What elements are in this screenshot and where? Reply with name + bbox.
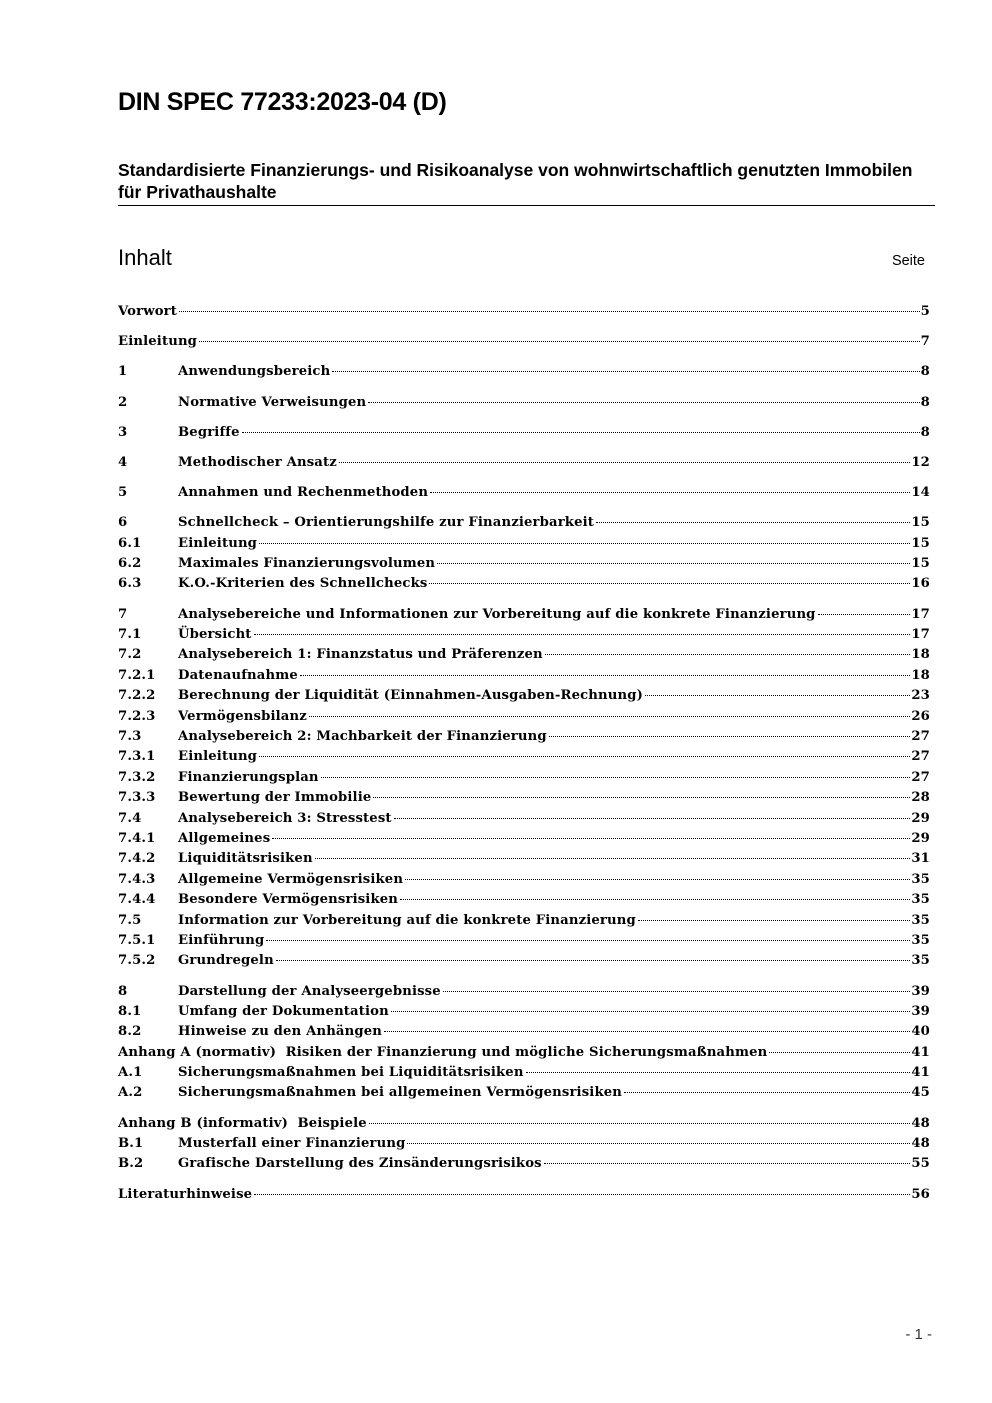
toc-entry-page: 48 [911,1115,930,1131]
toc-entry[interactable] [118,1185,930,1205]
toc-entry[interactable] [118,625,930,645]
toc-entry[interactable] [118,1114,930,1134]
toc-entry-title: Berechnung der Liquidität (Einnahmen-Ausgaben-Rechnung) [178,688,644,704]
toc-entry-page: 27 [911,729,930,745]
toc-entry-page: 29 [911,810,930,826]
toc-entry-title: Vermögensbilanz [178,708,307,724]
toc-dot-leader [405,879,910,880]
document-subtitle: Standardisierte Finanzierungs- und Risikoanalyse von wohnwirtschaftlich genutzten Immobilen für Privathaushalte [118,160,913,202]
toc-entry-page: 40 [911,1024,930,1040]
toc-entry-number: 6 [118,515,128,531]
toc-dot-leader [549,736,911,737]
toc-dot-leader [545,654,911,655]
toc-entry-page: 39 [911,983,930,999]
toc-entry-title: Information zur Vorbereitung auf die konkrete Finanzierung [178,912,636,928]
toc-entry-number: 7.4.3 [118,871,156,887]
toc-entry-title: Liquiditätsrisiken [178,851,313,867]
toc-dot-leader [259,543,910,544]
page-number: - 1 - [905,1326,932,1343]
toc-entry[interactable] [118,513,930,533]
toc-entry[interactable] [118,727,930,747]
toc-entry-page: 8 [920,394,930,410]
toc-entry-number: 7.3.3 [118,790,156,806]
toc-entry-number: A.2 [118,1085,143,1101]
toc-entry-title: Annahmen und Rechenmethoden [178,485,429,501]
toc-entry-number: 8.1 [118,1003,142,1019]
toc-entry-title: Literaturhinweise [118,1186,253,1202]
toc-entry[interactable] [118,1022,930,1042]
toc-entry-title: Datenaufnahme [178,667,298,683]
toc-entry[interactable] [118,605,930,625]
toc-dot-leader [373,797,910,798]
toc-entry-title: Analysebereich 2: Machbarkeit der Finanzierung [178,729,547,745]
toc-dot-leader [259,756,910,757]
toc-entry-title: Schnellcheck – Orientierungshilfe zur Finanzierbarkeit [178,515,595,531]
toc-dot-leader [638,920,910,921]
toc-entry-number: 7.3.2 [118,769,156,785]
toc-entry-page: 29 [911,830,930,846]
toc-entry[interactable] [118,788,930,808]
toc-entry[interactable] [118,1002,930,1022]
toc-entry[interactable] [118,890,930,910]
toc-entry-number: 7.4.4 [118,892,156,908]
toc-entry-title: Grundregeln [178,953,274,969]
toc-entry[interactable] [118,332,930,352]
toc-dot-leader [368,402,919,403]
toc-entry-page: 17 [911,627,930,643]
toc-dot-leader [437,563,910,564]
toc-dot-leader [526,1072,911,1073]
toc-entry-page: 26 [911,708,930,724]
toc-entry-title: Einleitung [178,535,258,551]
toc-entry-page: 31 [911,851,930,867]
toc-entry[interactable] [118,534,930,554]
toc-dot-leader [199,341,920,342]
toc-entry-title: Normative Verweisungen [178,394,367,410]
toc-entry-page: 27 [911,769,930,785]
toc-dot-leader [300,675,910,676]
toc-entry[interactable] [118,1063,930,1083]
toc-entry-page: 41 [911,1044,930,1060]
toc-dot-leader [391,1011,911,1012]
toc-dot-leader [369,1123,911,1124]
toc-entry-page: 14 [911,485,930,501]
toc-dot-leader [254,634,911,635]
toc-entry-title: Umfang der Dokumentation [178,1003,389,1019]
toc-entry[interactable] [118,911,930,931]
toc-entry-page: 35 [911,953,930,969]
toc-entry-page: 35 [911,932,930,948]
toc-dot-leader [315,858,911,859]
toc-entry-title: Anwendungsbereich [178,364,331,380]
toc-entry-number: 7.5.1 [118,932,156,948]
toc-entry[interactable] [118,302,930,322]
toc-entry-title: Grafische Darstellung des Zinsänderungsrisikos [178,1156,542,1172]
toc-entry[interactable] [118,707,930,727]
toc-entry-number: 7.2.3 [118,708,156,724]
toc-entry-title: Übersicht [178,627,252,643]
toc-entry-title: Maximales Finanzierungsvolumen [178,556,436,572]
toc-entry-title: Vorwort [118,304,178,319]
toc-dot-leader [276,960,911,961]
toc-entry-number: 7.2 [118,647,142,663]
toc-entry-title: Methodischer Ansatz [178,454,337,470]
toc-dot-leader [624,1092,910,1093]
toc-entry-number: 7.1 [118,627,142,643]
toc-entry-number: 7.3 [118,729,142,745]
toc-entry-title: Anhang A (normativ) Risiken der Finanzierung und mögliche Sicherungsmaßnahmen [118,1044,768,1060]
toc-entry-title: Allgemeines [178,830,271,846]
toc-entry-number: 8.2 [118,1024,142,1040]
toc-entry[interactable] [118,1154,930,1174]
toc-dot-leader [266,940,910,941]
toc-dot-leader [309,716,911,717]
title-divider [118,205,935,206]
toc-entry-title: Sicherungsmaßnahmen bei allgemeinen Vermögensrisiken [178,1085,623,1101]
toc-page-column-label: Seite [891,253,925,269]
toc-entry-number: 7.5.2 [118,953,156,969]
toc-entry-page: 17 [911,606,930,622]
toc-dot-leader [596,522,910,523]
toc-entry-page: 45 [911,1085,930,1101]
toc-entry-page: 35 [911,892,930,908]
document-title: DIN SPEC 77233:2023-04 (D) [118,88,447,116]
toc-entry[interactable] [118,1134,930,1154]
toc-entry-title: Sicherungsmaßnahmen bei Liquiditätsrisiken [178,1065,524,1081]
toc-entry-page: 39 [911,1003,930,1019]
toc-entry-title: K.O.-Kriterien des Schnellchecks [178,576,428,592]
toc-entry-number: 3 [118,424,128,440]
toc-entry-title: Begriffe [178,424,240,440]
toc-dot-leader [429,583,910,584]
toc-entry-page: 27 [911,749,930,765]
toc-entry-number: 7.3.1 [118,749,156,765]
toc-dot-leader [384,1031,910,1032]
toc-entry-number: B.2 [118,1156,144,1172]
toc-heading: Inhalt [118,245,172,270]
toc-dot-leader [544,1163,911,1164]
toc-entry-title: Musterfall einer Finanzierung [178,1136,406,1152]
toc-entry-page: 41 [911,1065,930,1081]
toc-dot-leader [394,818,911,819]
toc-dot-leader [443,991,911,992]
toc-entry-page: 7 [920,334,930,350]
toc-dot-leader [400,899,910,900]
toc-dot-leader [769,1052,910,1053]
toc-dot-leader [179,311,920,312]
toc-entry-page: 8 [920,364,930,380]
toc-entry-number: A.1 [118,1065,143,1081]
toc-entry[interactable] [118,574,930,594]
toc-entry[interactable] [118,1043,930,1063]
toc-entry[interactable] [118,768,930,788]
toc-entry-number: 4 [118,454,128,470]
toc-entry-page: 28 [911,790,930,806]
toc-entry-page: 15 [911,515,930,531]
toc-dot-leader [645,695,910,696]
toc-entry-number: 6.3 [118,576,142,592]
toc-entry[interactable] [118,849,930,869]
toc-entry-title: Hinweise zu den Anhängen [178,1024,383,1040]
toc-entry-title: Analysebereich 3: Stresstest [178,810,392,826]
toc-entry-title: Bewertung der Immobilie [178,790,372,806]
toc-entry-page: 23 [911,688,930,704]
toc-entry[interactable] [118,483,930,503]
toc-entry-title: Einleitung [118,334,198,350]
toc-entry[interactable] [118,747,930,767]
toc-entry[interactable] [118,423,930,443]
toc-entry-title: Analysebereiche und Informationen zur Vorbereitung auf die konkrete Finanzierung [178,606,816,622]
toc-entry-page: 12 [911,454,930,470]
toc-entry-page: 15 [911,556,930,572]
toc-dot-leader [321,777,911,778]
toc-entry-number: 7.4.1 [118,830,156,846]
toc-entry-title: Darstellung der Analyseergebnisse [178,983,441,999]
toc-entry-page: 48 [911,1136,930,1152]
toc-entry-page: 55 [911,1156,930,1172]
toc-entry-number: 6.1 [118,535,142,551]
toc-entry[interactable] [118,666,930,686]
toc-entry-number: 7.2.2 [118,688,156,704]
toc-entry-number: 6.2 [118,556,142,572]
toc-entry[interactable] [118,362,930,382]
toc-entry-title: Einleitung [178,749,258,765]
toc-entry-number: 1 [118,364,128,380]
toc-entry[interactable] [118,931,930,951]
toc-entry[interactable] [118,951,930,971]
toc-entry-page: 18 [911,647,930,663]
toc-entry[interactable] [118,809,930,829]
toc-entry-title: Analysebereich 1: Finanzstatus und Präferenzen [178,647,543,663]
toc-entry-title: Anhang B (informativ) Beispiele [118,1115,367,1131]
toc-entry[interactable] [118,1083,930,1103]
toc-entry-title: Besondere Vermögensrisiken [178,892,399,908]
toc-entry-number: 7.4 [118,810,142,826]
toc-entry[interactable] [118,393,930,413]
toc-entry[interactable] [118,645,930,665]
toc-entry-number: 7.5 [118,912,142,928]
toc-entry[interactable] [118,982,930,1002]
toc-entry-number: 7 [118,606,128,622]
toc-entry-page: 15 [911,535,930,551]
toc-entry-title: Finanzierungsplan [178,769,319,785]
toc-entry-number: 8 [118,983,128,999]
toc-entry-number: 7.2.1 [118,667,156,683]
toc-entry-page: 16 [911,576,930,592]
toc-dot-leader [818,614,911,615]
toc-entry[interactable] [118,686,930,706]
toc-entry-page: 56 [911,1186,930,1202]
toc-dot-leader [254,1194,910,1195]
toc-entry-number: B.1 [118,1136,144,1152]
toc-entry-page: 35 [911,912,930,928]
toc-dot-leader [242,432,920,433]
toc-entry[interactable] [118,554,930,574]
toc-entry-page: 35 [911,871,930,887]
toc-entry-number: 2 [118,394,128,410]
toc-dot-leader [407,1143,910,1144]
toc-entry[interactable] [118,829,930,849]
toc-entry-title: Allgemeine Vermögensrisiken [178,871,404,887]
toc-entry-page: 18 [911,667,930,683]
toc-entry-page: 5 [920,304,930,319]
toc-entry-title: Einführung [178,932,265,948]
toc-entry-page: 8 [920,424,930,440]
toc-entry-number: 7.4.2 [118,851,156,867]
toc-dot-leader [332,371,919,372]
toc-dot-leader [339,462,910,463]
toc-entry[interactable] [118,453,930,473]
toc-dot-leader [430,492,910,493]
toc-dot-leader [272,838,910,839]
toc-entry-number: 5 [118,485,128,501]
toc-entry[interactable] [118,870,930,890]
table-of-contents [118,302,930,1205]
